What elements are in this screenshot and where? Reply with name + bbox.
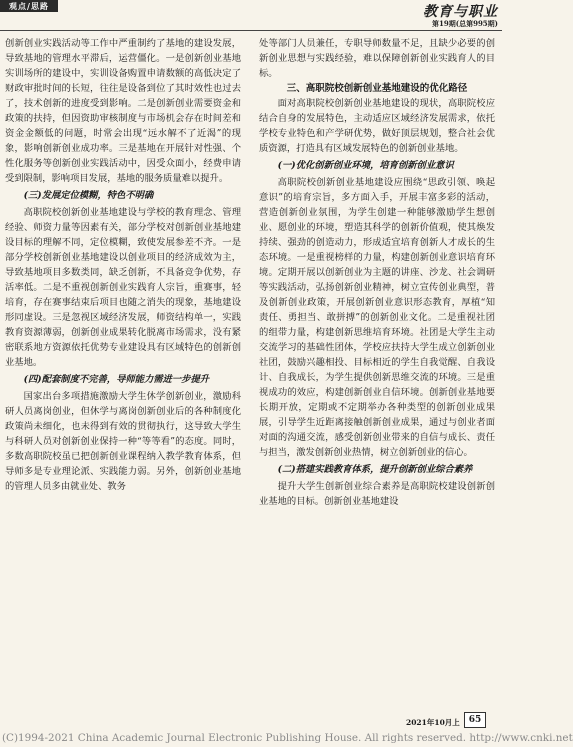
section-heading: (四)配套制度不完善，导师能力需进一步提升 xyxy=(23,374,210,385)
journal-brand: 教育与职业 xyxy=(423,4,498,20)
body-paragraph: 处等部门人员兼任，专职导师数量不足，且缺少必要的创新创业思想与实践经验，难以保障创新创业实践育人的目标。 xyxy=(259,38,495,79)
section-heading: (三)发展定位模糊，特色不明确 xyxy=(23,190,154,201)
header-divider xyxy=(0,30,502,31)
body-paragraph: 高职院校创新创业基地建设与学校的教育理念、管理经验、师资力量等因素有关，部分学校对创新创业基地建设目标的理解不同，定位模糊，致使发展参差不齐。一是部分学校创新创业基地建设以创业项目的经济成效为主，导致基地项目多数类同，缺乏创新，不具备竞争优势，存活率低。二是不重视创新创业实践育人宗旨，重赛事，轻培育，存在赛事结束后项目也随之消失的现象，基地建设形同虚设。三是忽视区域经济发展，师资结构单一，实践教育资源薄弱，创新创业成果转化脱离市场需求，没有紧密联系地方资源依托优势专业建设具有区域特色的创新创业基地。 xyxy=(5,207,241,368)
body-paragraph: 面对高职院校创新创业基地建设的现状，高职院校应结合自身的发展特色，主动适应区域经济发展需求，依托学校专业特色和产学研优势，做好顶层规划，整合社会优质资源，打造具有区域发展特色的创新创业基地。 xyxy=(259,98,495,154)
section-heading: (二)搭建实践教育体系，提升创新创业综合素养 xyxy=(277,464,473,475)
body-paragraph: 国家出台多项措施激励大学生休学创新创业，激励科研人员离岗创业，但休学与离岗创新创业后的各种制度化政策尚未细化，也未得到有效的贯彻执行，这导致大学生与科研人员对创新创业保持一种“等等看”的态度。同时，多数高职院校虽已把创新创业课程纳入教学教育体系，但导师多是专业理论派、实践能力弱。另外，创新创业基地的管理人员多由就业处、教务 xyxy=(5,391,241,492)
left-column xyxy=(5,36,241,494)
issue-date: 2021年10月上 xyxy=(406,718,460,727)
copyright-notice: (C)1994-2021 China Academic Journal Electronic Publishing House. All rights reserved. http://www.cnki.net xyxy=(0,729,504,747)
body-paragraph: 创新创业实践活动等工作中严重制约了基地的建设发展，导致基地的管理水平滞后，运营僵化。一是创新创业基地实训场所的建设中，实训设备购置申请数额的高低决定了财政审批时间的长短，往往是设备到位了其时效性也过去了，技术创新的进度受到影响。二是创新创业需要资金和政策的扶持，但因资助审核制度与市场机会存在时间差和资金金额低的问题，时常会出现“远水解不了近渴”的现象，影响创新创业成功率。三是基地在开展针对性强、个性化服务等创新创业实践活动中，因受众面小，经费申请受到限制，影响项目发展，基地的服务质量难以提升。 xyxy=(5,38,241,184)
section-heading: (一)优化创新创业环境，培育创新创业意识 xyxy=(277,160,454,171)
issue-number: 第19期(总第995期) xyxy=(432,19,498,28)
body-paragraph: 高职院校创新创业基地建设应围绕“思政引领、唤起意识”的培育宗旨，多方面入手，开展丰富多彩的活动，营造创新创业氛围，为学生创建一种能够激励学生想创业、愿创业的环境，塑造其科学的创新价值观，使其焕发持续、强劲的创造动力，形成适宜培育创新人才成长的生态环境。一是重视榜样的力量，构建创新创业意识培育环境。定期开展以创新创业为主题的讲座、沙龙、社会调研等实践活动，弘扬创新创业精神，树立宣传创业典型，普及创新创业政策，开展创新创业意识形态教育，厚植“知责任、勇担当、敢拼搏”的创新创业文化。二是重视社团的组带力量，构建创新思维培育环境。社团是大学生主动交流学习的基础性团体，学校应扶持大学生成立创新创业社团，鼓励兴趣相投、目标相近的学生自我觉醒、自我设计、自我成长，为学生提供创新思维交流的环境。三是重视成功的效应，构建创新创业自信环境。创新创业基地要长期开放，定期或不定期举办各种类型的创新创业成果展，引导学生近距离接触创新创业成果，通过与创业者面对面的沟通交流，感受创新创业带来的自信与成长、责任与担当，激发创新创业热情，树立创新创业的信心。 xyxy=(259,177,495,458)
body-paragraph: 提升大学生创新创业综合素养是高职院校建设创新创业基地的目标。创新创业基地建设 xyxy=(259,481,495,507)
page-number: 65 xyxy=(464,712,486,728)
right-column xyxy=(259,36,495,509)
section-tab: 观点/思路 xyxy=(0,0,58,12)
chapter-title: 三、高职院校创新创业基地建设的优化路径 xyxy=(286,83,468,94)
